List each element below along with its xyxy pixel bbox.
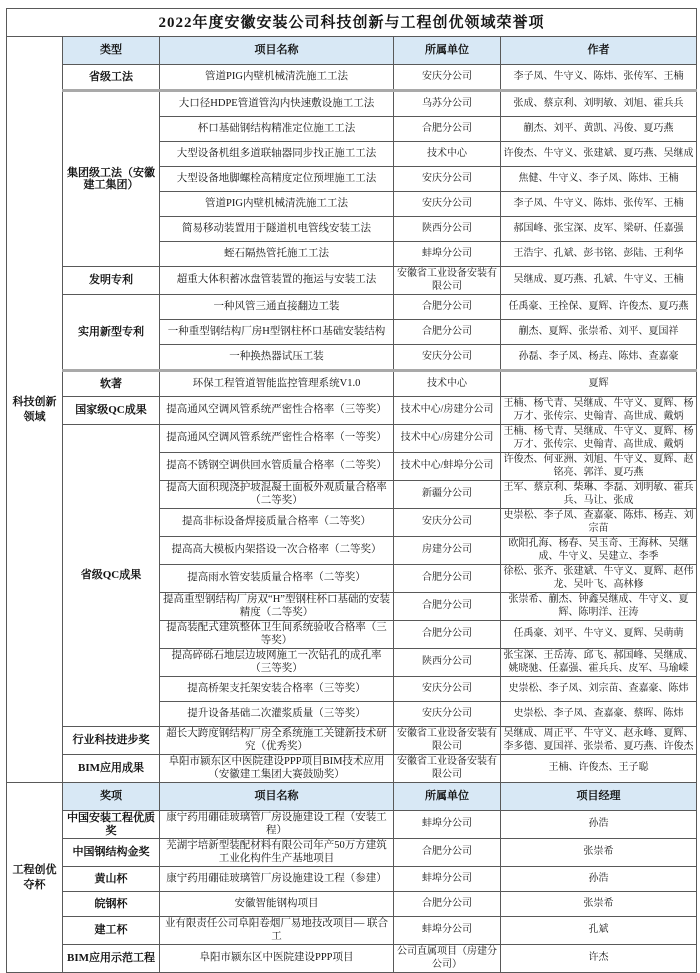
people-cell: 吴继成、夏巧燕、孔斌、牛守义、王楠 (501, 267, 697, 295)
unit-cell: 合肥分公司 (394, 320, 501, 345)
table-row (7, 425, 697, 453)
people-cell: 孔斌 (501, 917, 697, 945)
table-row (7, 892, 697, 917)
people-cell: 许俊杰、何亚洲、刘旭、牛守义、夏辉、赵铭亮、郭洋、夏巧燕 (501, 453, 697, 481)
project-name-cell: 提高装配式建筑整体卫生间系统验收合格率（三等奖） (160, 621, 394, 649)
people-cell: 许杰 (501, 945, 697, 973)
unit-cell: 安庆分公司 (394, 167, 501, 192)
category-label: 皖钢杯 (63, 892, 160, 917)
people-cell: 王楠、杨弋青、吴继成、牛守义、夏辉、杨万才、张传宗、史翰青、高世成、戴炳 (501, 397, 697, 425)
category-label: 建工杯 (63, 917, 160, 945)
section-label: 科技创新领域 (7, 37, 63, 783)
project-name-cell: 提高非标设备焊接质量合格率（二等奖） (160, 509, 394, 537)
unit-cell: 安徽省工业设备安装有限公司 (394, 755, 501, 783)
category-label: BIM应用成果 (63, 755, 160, 783)
unit-cell: 技术中心/蚌埠分公司 (394, 453, 501, 481)
unit-cell: 安庆分公司 (394, 65, 501, 91)
people-cell: 李子凤、牛守义、陈炜、张传军、王楠 (501, 65, 697, 91)
project-name-cell: 提高通风空调风管系统严密性合格率（一等奖） (160, 425, 394, 453)
unit-cell: 合肥分公司 (394, 565, 501, 593)
column-header: 类型 (63, 37, 160, 65)
people-cell: 张崇希、蒯杰、钟鑫吴继成、牛守义、夏辉、陈明洋、汪涛 (501, 593, 697, 621)
project-name-cell: 环保工程管道智能监控管理系统V1.0 (160, 371, 394, 397)
table-row (7, 867, 697, 892)
unit-cell: 蚌埠分公司 (394, 811, 501, 839)
unit-cell: 合肥分公司 (394, 295, 501, 320)
project-name-cell: 业有限责任公司阜阳卷烟厂易地技改项目— 联合工 (160, 917, 394, 945)
people-cell: 史崇松、李子凤、刘宗苗、查嘉豪、陈炜 (501, 677, 697, 702)
project-name-cell: 超重大体积蓄冰盘管装置的拖运与安装工法 (160, 267, 394, 295)
project-name-cell: 大型设备地脚螺栓高精度定位预埋施工工法 (160, 167, 394, 192)
project-name-cell: 芜湖宇培新型装配材料有限公司年产50万方建筑工业化构件生产基地项目 (160, 839, 394, 867)
unit-cell: 技术中心/房建分公司 (394, 425, 501, 453)
people-cell: 蒯杰、刘平、黄凯、冯俊、夏巧燕 (501, 117, 697, 142)
unit-cell: 合肥分公司 (394, 839, 501, 867)
people-cell: 王楠、许俊杰、王子聪 (501, 755, 697, 783)
unit-cell: 安徽省工业设备安装有限公司 (394, 267, 501, 295)
people-cell: 夏辉 (501, 371, 697, 397)
project-name-cell: 大口径HDPE管道管沟内快速敷设施工工法 (160, 91, 394, 117)
unit-cell: 陕西分公司 (394, 217, 501, 242)
column-header: 所属单位 (394, 37, 501, 65)
people-cell: 孙浩 (501, 811, 697, 839)
project-name-cell: 阜阳市颍东区中医院建设PPP项目BIM技术应用（安徽建工集团大赛鼓励奖） (160, 755, 394, 783)
column-header: 项目经理 (501, 783, 697, 811)
category-label: 国家级QC成果 (63, 397, 160, 425)
category-label: BIM应用示范工程 (63, 945, 160, 973)
category-label: 省级工法 (63, 65, 160, 91)
project-name-cell: 康宁药用硼硅玻璃管厂房设施建设工程（参建） (160, 867, 394, 892)
unit-cell: 公司直属项目（房建分公司） (394, 945, 501, 973)
honors-table (6, 8, 697, 973)
table-row (7, 755, 697, 783)
column-header: 奖项 (63, 783, 160, 811)
project-name-cell: 康宁药用硼硅玻璃管厂房设施建设工程（安装工程） (160, 811, 394, 839)
table-row (7, 397, 697, 425)
people-cell: 任禹豪、王拴保、夏辉、许俊杰、夏巧燕 (501, 295, 697, 320)
unit-cell: 合肥分公司 (394, 117, 501, 142)
project-name-cell: 一种重型钢结构厂房H型钢柱杯口基础安装结构 (160, 320, 394, 345)
unit-cell: 技术中心 (394, 142, 501, 167)
project-name-cell: 简易移动装置用于隧道机电管线安装工法 (160, 217, 394, 242)
people-cell: 张崇希 (501, 839, 697, 867)
section-label: 工程创优夺杯 (7, 783, 63, 973)
category-label: 省级QC成果 (63, 425, 160, 727)
project-name-cell: 超长大跨度钢结构厂房全系统施工关键新技术研究（优秀奖） (160, 727, 394, 755)
project-name-cell: 杯口基础钢结构精准定位施工工法 (160, 117, 394, 142)
unit-cell: 新疆分公司 (394, 481, 501, 509)
project-name-cell: 提高不锈钢空调供回水管质量合格率（二等奖） (160, 453, 394, 481)
category-label: 黄山杯 (63, 867, 160, 892)
category-label: 中国安装工程优质奖 (63, 811, 160, 839)
people-cell: 孙浩 (501, 867, 697, 892)
people-cell: 王楠、杨弋青、吴继成、牛守义、夏辉、杨万才、张传宗、史翰青、高世成、戴炳 (501, 425, 697, 453)
category-label: 软著 (63, 371, 160, 397)
category-label: 实用新型专利 (63, 295, 160, 371)
people-cell: 张成、蔡京利、刘明敏、刘旭、霍兵兵 (501, 91, 697, 117)
category-label: 中国钢结构金奖 (63, 839, 160, 867)
project-name-cell: 提高桥架支托架安装合格率（三等奖） (160, 677, 394, 702)
unit-cell: 陕西分公司 (394, 649, 501, 677)
project-name-cell: 提高通风空调风管系统严密性合格率（三等奖） (160, 397, 394, 425)
category-label: 集团级工法（安徽建工集团） (63, 91, 160, 267)
people-cell: 张宝深、王岳涛、邱飞、郝国峰、吴继成、姚晓驰、任嘉强、霍兵兵、皮军、马瑜嵘 (501, 649, 697, 677)
unit-cell: 房建分公司 (394, 537, 501, 565)
table-row (7, 917, 697, 945)
people-cell: 徐松、张齐、张建斌、牛守义、夏辉、赵伟龙、吴叶飞、高林修 (501, 565, 697, 593)
table-row (7, 371, 697, 397)
unit-cell: 安徽省工业设备安装有限公司 (394, 727, 501, 755)
people-cell: 张崇希 (501, 892, 697, 917)
unit-cell: 安庆分公司 (394, 702, 501, 727)
project-name-cell: 提高重型钢结构厂房双“H”型钢柱杯口基础的安装精度（二等奖） (160, 593, 394, 621)
unit-cell: 蚌埠分公司 (394, 867, 501, 892)
people-cell: 李子凤、牛守义、陈炜、张传军、王楠 (501, 192, 697, 217)
people-cell: 欧阳孔海、杨春、吴玉奇、王海林、吴继成、牛守义、吴建立、李季 (501, 537, 697, 565)
people-cell: 王军、蔡京利、柴琳、李磊、刘明敏、霍兵兵、马让、张成 (501, 481, 697, 509)
table-row (7, 295, 697, 320)
people-cell: 吴继成、周正平、牛守义、赵永峰、夏辉、李多德、夏国祥、张崇希、夏巧燕、许俊杰 (501, 727, 697, 755)
project-name-cell: 管道PIG内壁机械清洗施工工法 (160, 65, 394, 91)
people-cell: 史崇松、李子凤、查嘉豪、蔡晖、陈炜 (501, 702, 697, 727)
project-name-cell: 蛭石隔热管托施工工法 (160, 242, 394, 267)
people-cell: 郝国峰、张宝深、皮军、梁研、任嘉强 (501, 217, 697, 242)
page-title: 2022年度安徽安装公司科技创新与工程创优领域荣誉项 (7, 9, 697, 37)
table-row (7, 945, 697, 973)
people-cell: 孙磊、李子凤、杨垚、陈炜、查嘉豪 (501, 345, 697, 371)
column-header: 项目名称 (160, 783, 394, 811)
table-row (7, 727, 697, 755)
unit-cell: 技术中心 (394, 371, 501, 397)
project-name-cell: 提高雨水管安装质量合格率（二等奖） (160, 565, 394, 593)
column-header: 项目名称 (160, 37, 394, 65)
people-cell: 许俊杰、牛守义、张建斌、夏巧燕、吴继成 (501, 142, 697, 167)
project-name-cell: 一种换热器试压工装 (160, 345, 394, 371)
unit-cell: 合肥分公司 (394, 593, 501, 621)
table-row (7, 839, 697, 867)
table-row (7, 811, 697, 839)
project-name-cell: 提高高大模板内架搭设一次合格率（二等奖） (160, 537, 394, 565)
project-name-cell: 阜阳市颍东区中医院建设PPP项目 (160, 945, 394, 973)
people-cell: 王浩宇、孔斌、彭书铭、彭陆、王利华 (501, 242, 697, 267)
project-name-cell: 一种风管三通直接翻边工装 (160, 295, 394, 320)
unit-cell: 蚌埠分公司 (394, 242, 501, 267)
project-name-cell: 提升设备基础二次灌浆质量（三等奖） (160, 702, 394, 727)
unit-cell: 合肥分公司 (394, 621, 501, 649)
table-row (7, 267, 697, 295)
unit-cell: 乌苏分公司 (394, 91, 501, 117)
unit-cell: 安庆分公司 (394, 345, 501, 371)
category-label: 发明专利 (63, 267, 160, 295)
people-cell: 史崇松、李子凤、查嘉豪、陈炜、杨垚、刘宗苗 (501, 509, 697, 537)
people-cell: 蒯杰、夏辉、张崇希、刘平、夏国祥 (501, 320, 697, 345)
unit-cell: 合肥分公司 (394, 892, 501, 917)
people-cell: 任禹豪、刘平、牛守义、夏辉、吴萌萌 (501, 621, 697, 649)
unit-cell: 安庆分公司 (394, 192, 501, 217)
unit-cell: 安庆分公司 (394, 509, 501, 537)
project-name-cell: 提高碎砾石地层边坡网施工一次钻孔的成孔率（三等奖） (160, 649, 394, 677)
unit-cell: 技术中心/房建分公司 (394, 397, 501, 425)
unit-cell: 蚌埠分公司 (394, 917, 501, 945)
project-name-cell: 大型设备机组多道联轴器同步找正施工工法 (160, 142, 394, 167)
project-name-cell: 管道PIG内壁机械清洗施工工法 (160, 192, 394, 217)
unit-cell: 安庆分公司 (394, 677, 501, 702)
project-name-cell: 安徽智能钢构项目 (160, 892, 394, 917)
category-label: 行业科技进步奖 (63, 727, 160, 755)
table-row (7, 91, 697, 117)
project-name-cell: 提高大面积现浇护坡混凝土面板外观质量合格率（二等奖） (160, 481, 394, 509)
table-row (7, 65, 697, 91)
column-header: 所属单位 (394, 783, 501, 811)
column-header: 作者 (501, 37, 697, 65)
people-cell: 焦健、牛守义、李子凤、陈炜、王楠 (501, 167, 697, 192)
